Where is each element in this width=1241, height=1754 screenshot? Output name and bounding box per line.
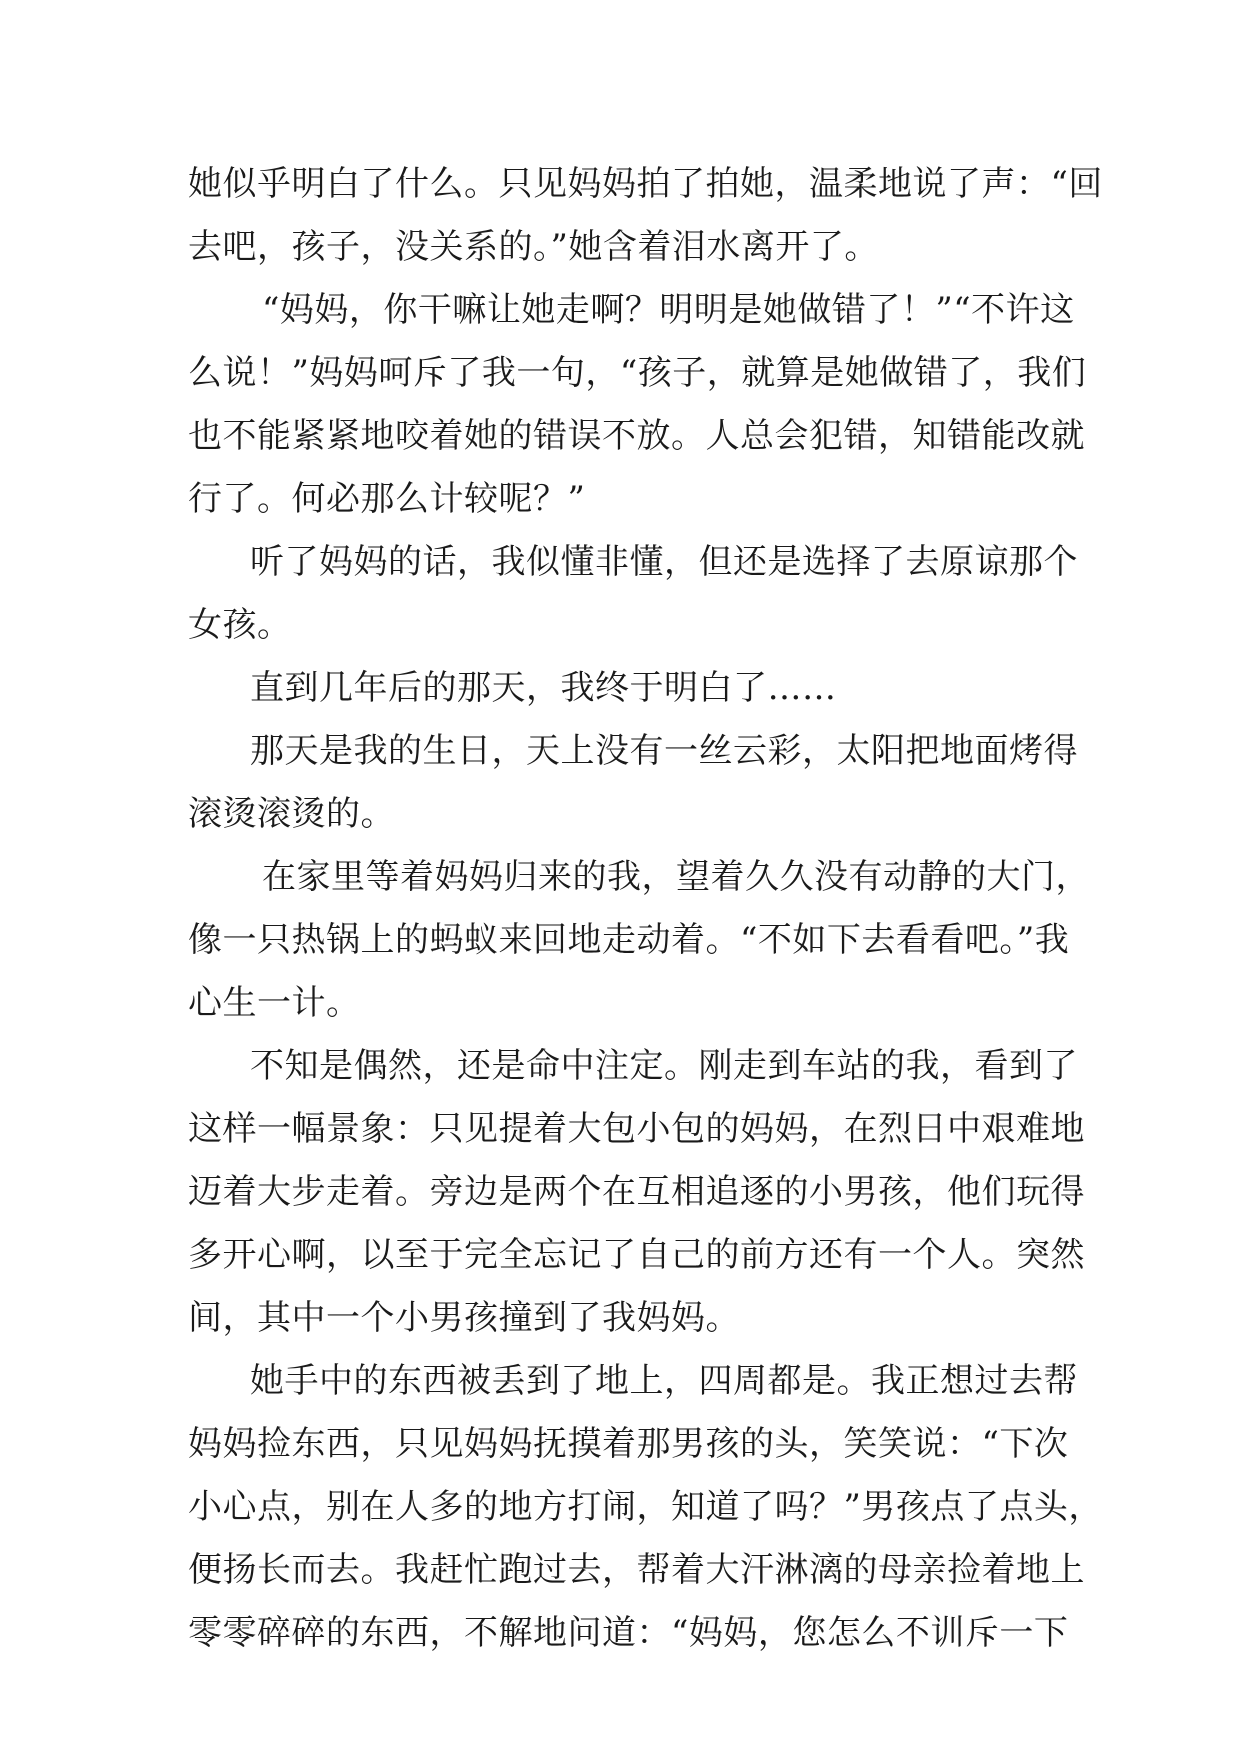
text-line: 零零碎碎的东西，不解地问道：“妈妈，您怎么不训斥一下: [188, 1613, 1069, 1653]
text-line: 迈着大步走着。旁边是两个在互相追逐的小男孩，他们玩得: [188, 1172, 1085, 1212]
text-line: 妈妈捡东西，只见妈妈抚摸着那男孩的头，笑笑说：“下次: [188, 1424, 1069, 1464]
text-line: 多开心啊，以至于完全忘记了自己的前方还有一个人。突然: [188, 1235, 1085, 1275]
text-line: 去吧，孩子，没关系的。”她含着泪水离开了。: [188, 227, 879, 267]
text-line: 女孩。: [188, 605, 292, 645]
text-line: 不知是偶然，还是命中注定。刚走到车站的我，看到了: [250, 1046, 1078, 1086]
text-line: 她手中的东西被丢到了地上，四周都是。我正想过去帮: [250, 1361, 1078, 1401]
text-line: 也不能紧紧地咬着她的错误不放。人总会犯错，知错能改就: [188, 416, 1085, 456]
text-line: 那天是我的生日，天上没有一丝云彩，太阳把地面烤得: [250, 731, 1078, 771]
text-line: 便扬长而去。我赶忙跑过去，帮着大汗淋漓的母亲捡着地上: [188, 1550, 1085, 1590]
text-line: 直到几年后的那天，我终于明白了……: [250, 668, 837, 708]
text-line: 像一只热锅上的蚂蚁来回地走动着。“不如下去看看吧。”我: [188, 920, 1070, 960]
text-line: “妈妈，你干嘛让她走啊？明明是她做错了！”“不许这: [262, 290, 1075, 330]
text-line: 这样一幅景象：只见提着大包小包的妈妈，在烈日中艰难地: [188, 1109, 1085, 1149]
text-line: 小心点，别在人多的地方打闹，知道了吗？”男孩点了点头，: [188, 1487, 1103, 1527]
text-line: 么说！”妈妈呵斥了我一句，“孩子，就算是她做错了，我们: [188, 353, 1087, 393]
text-line: 行了。何必那么计较呢？”: [188, 479, 586, 519]
text-line: 她似乎明白了什么。只见妈妈拍了拍她，温柔地说了声：“回: [188, 164, 1103, 204]
text-line: 间，其中一个小男孩撞到了我妈妈。: [188, 1298, 740, 1338]
text-line: 听了妈妈的话，我似懂非懂，但还是选择了去原谅那个: [250, 542, 1078, 582]
text-line: 滚烫滚烫的。: [188, 794, 395, 834]
text-line: 在家里等着妈妈归来的我，望着久久没有动静的大门，: [262, 857, 1090, 897]
text-line: 心生一计。: [188, 983, 361, 1023]
